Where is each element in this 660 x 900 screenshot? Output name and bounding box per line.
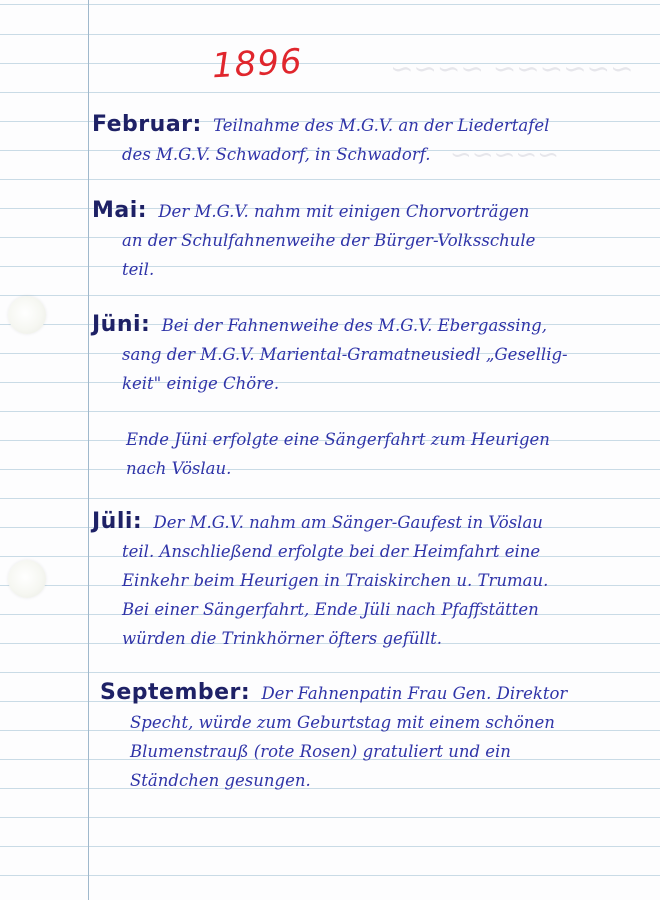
entry-text: Der M.G.V. nahm mit einigen Chorvorträgen <box>158 202 530 221</box>
entry-text: Bei einer Sängerfahrt, Ende Jüli nach Pfaffstätten <box>122 600 539 619</box>
entry-februar <box>92 110 549 169</box>
entry-text: teil. Anschließend erfolgte bei der Heimfahrt eine <box>122 542 541 561</box>
show-through-scribble: ~~~~~~ ~~~~ <box>390 52 634 85</box>
entry-text: des M.G.V. Schwadorf, in Schwadorf. <box>122 145 431 164</box>
entry-september <box>100 678 567 795</box>
entry-text: Bei der Fahnenweihe des M.G.V. Ebergassing, <box>161 316 547 335</box>
entry-text: teil. <box>122 260 155 279</box>
entry-text: sang der M.G.V. Mariental-Gramatneusiedl „Gesellig- <box>122 345 568 364</box>
month-label: Jüni: <box>92 312 151 337</box>
entry-text: keit" einige Chöre. <box>122 374 280 393</box>
entry-text: Blumenstrauß (rote Rosen) gratuliert und ein <box>130 742 511 761</box>
entry-text: Einkehr beim Heurigen in Traiskirchen u. Trumau. <box>122 571 549 590</box>
month-label: Februar: <box>92 112 202 137</box>
entry-text: an der Schulfahnenweihe der Bürger-Volksschule <box>122 231 536 250</box>
month-label: September: <box>100 680 251 705</box>
punch-hole <box>8 560 46 598</box>
show-through-scribble: ~~~~~ <box>450 140 559 170</box>
entry-mai <box>92 196 535 284</box>
entry-text: nach Vöslau. <box>126 459 232 478</box>
month-label: Mai: <box>92 198 148 223</box>
year-heading: 1896 <box>211 41 304 87</box>
entry-text: würden die Trinkhörner öfters gefüllt. <box>122 629 442 648</box>
punch-hole <box>8 296 46 334</box>
month-label: Jüli: <box>92 509 143 534</box>
entry-text: Ständchen gesungen. <box>130 771 311 790</box>
margin-line <box>88 0 89 900</box>
entry-text: Der M.G.V. nahm am Sänger-Gaufest in Vöslau <box>153 513 543 532</box>
entry-text: Specht, würde zum Geburtstag mit einem schönen <box>130 713 555 732</box>
entry-juli <box>92 507 548 653</box>
entry-text: Der Fahnenpatin Frau Gen. Direktor <box>261 684 568 703</box>
entry-text: Ende Jüni erfolgte eine Sängerfahrt zum Heurigen <box>126 430 550 449</box>
entry-text: Teilnahme des M.G.V. an der Liedertafel <box>213 116 550 135</box>
entry-juni-continued <box>126 425 550 483</box>
entry-juni <box>92 310 568 398</box>
